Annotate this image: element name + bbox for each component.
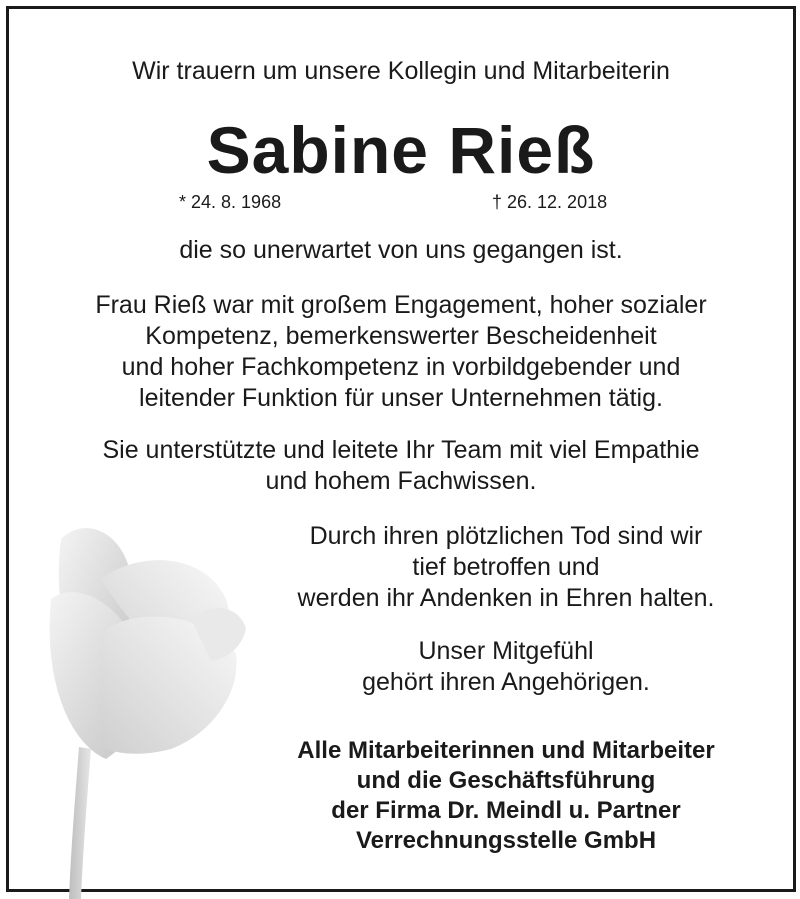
text-line: die so unerwartet von uns gegangen ist. — [179, 236, 623, 264]
text-line: und hoher Fachkompetenz in vorbildgebender und — [121, 353, 681, 381]
text-line: und hohem Fachwissen. — [265, 467, 537, 495]
intro-line: Wir trauern um unsere Kollegin und Mitarbeiterin — [132, 57, 670, 85]
text-line: werden ihr Andenken in Ehren halten. — [297, 584, 715, 612]
signature-line: Verrechnungsstelle GmbH — [355, 827, 657, 854]
paragraph-1 — [9, 235, 793, 266]
paragraph-2 — [9, 290, 793, 414]
text-line: Unser Mitgefühl — [418, 637, 594, 665]
paragraph-4 — [219, 521, 793, 614]
paragraph-5 — [219, 636, 793, 698]
birth-date: * 24. 8. 1968 — [179, 192, 282, 212]
text-line: tief betroffen und — [412, 553, 600, 581]
text-line: Frau Rieß war mit großem Engagement, hoher sozialer — [95, 291, 707, 319]
text-line: leitender Funktion für unser Unternehmen tätig. — [139, 384, 663, 412]
text-line: Kompetenz, bemerkenswerter Bescheidenheit — [145, 322, 657, 350]
tulip-icon — [31, 509, 251, 899]
signature-line: und die Geschäftsführung — [356, 767, 656, 794]
signature-line: Alle Mitarbeiterinnen und Mitarbeiter — [297, 737, 715, 764]
obituary-notice — [6, 6, 796, 892]
text-line: Sie unterstützte und leitete Ihr Team mit viel Empathie — [102, 436, 700, 464]
deceased-name: Sabine Rieß — [206, 113, 596, 187]
text-line: Durch ihren plötzlichen Tod sind wir — [309, 522, 703, 550]
text-line: gehört ihren Angehörigen. — [362, 668, 650, 696]
death-date: † 26. 12. 2018 — [492, 192, 608, 212]
paragraph-3 — [9, 435, 793, 497]
signature-line: der Firma Dr. Meindl u. Partner — [331, 797, 681, 824]
signature-block — [219, 736, 793, 856]
